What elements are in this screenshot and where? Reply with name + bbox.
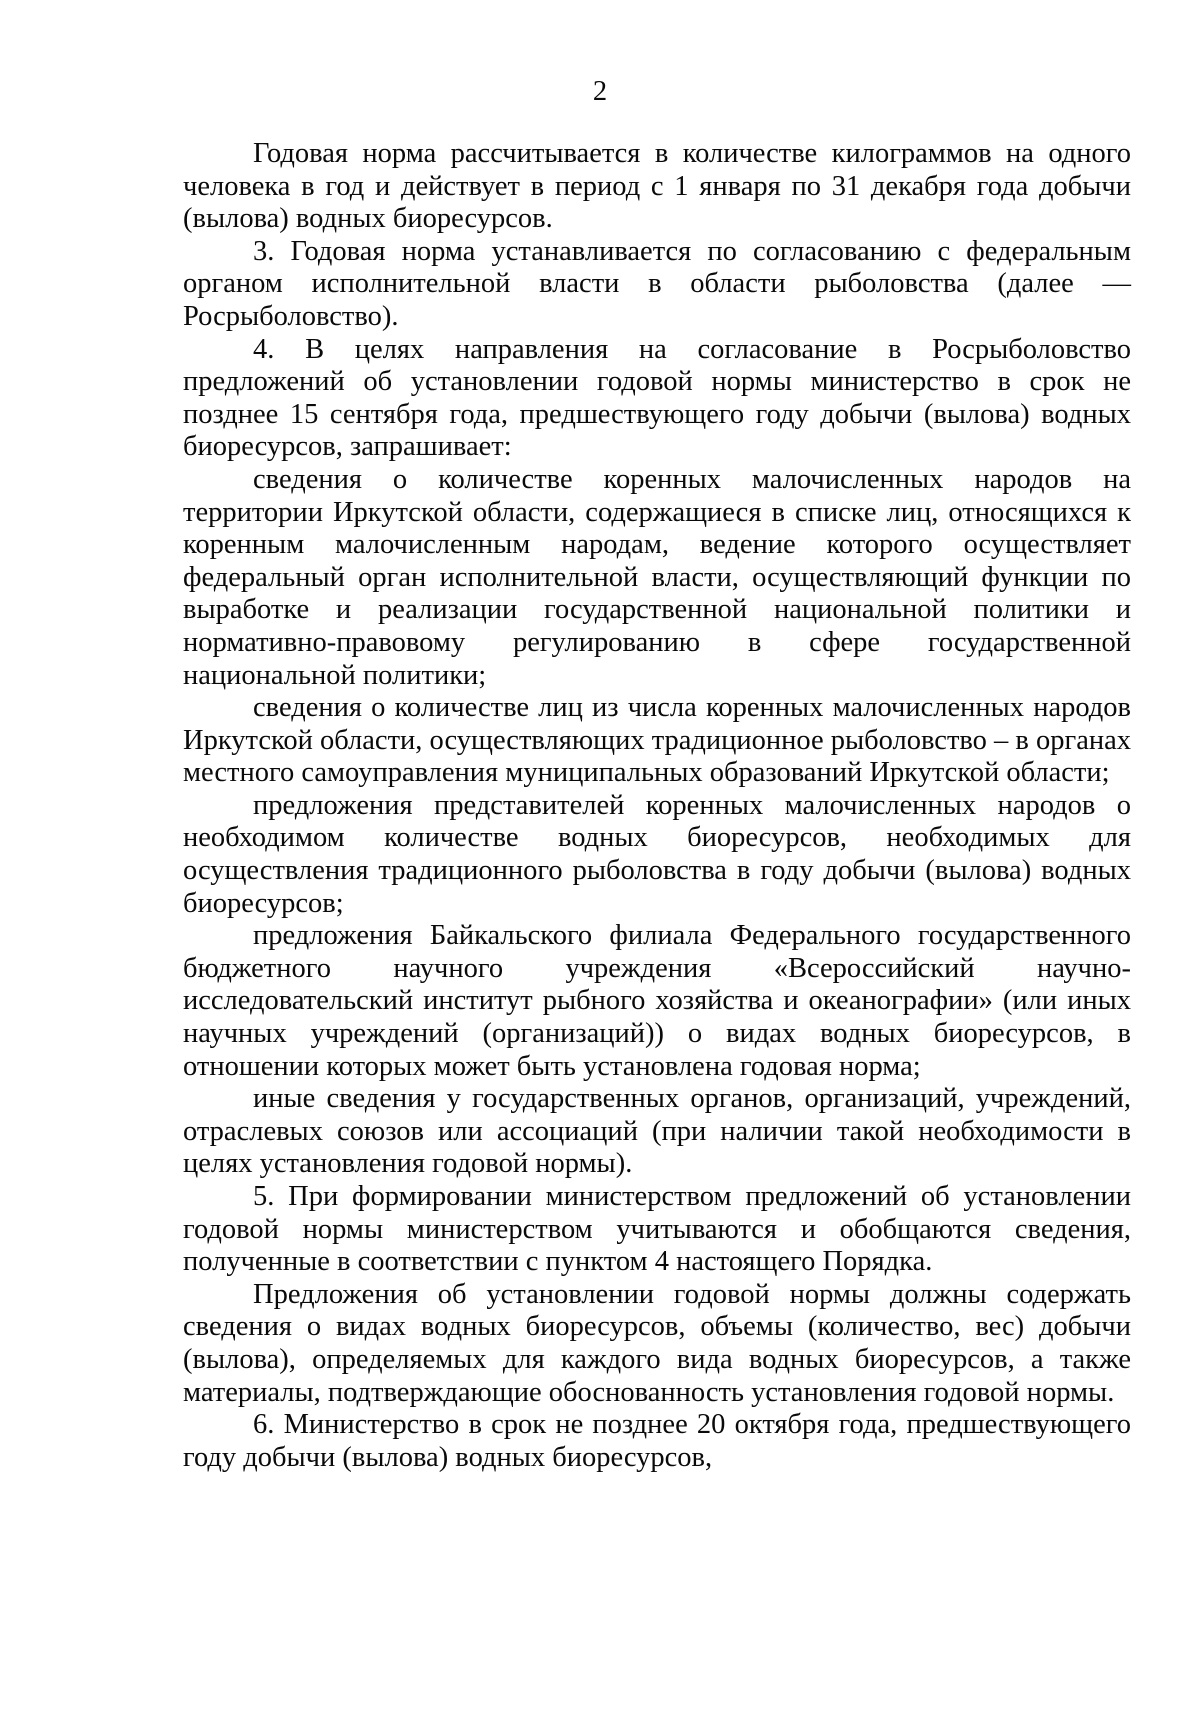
paragraph-item-4: 4. В целях направления на согласование в Росрыболовство предложений об установлении годовой нормы министерство в срок не позднее 15 сентября года, предшествующего году добычи (вылова) водных биоресурсов, запрашивает: [183,333,1131,463]
paragraph-item-5: 5. При формировании министерством предложений об установлении годовой нормы министерством учитываются и обобщаются сведения, полученные в соответствии с пунктом 4 настоящего Порядка. [183,1181,1131,1278]
page-number: 2 [592,76,608,107]
paragraph-item-4-info-indigenous-count: сведения о количестве коренных малочисленных народов на территории Иркутской области, содержащиеся в списке лиц, относящихся к коренным малочисленным народам, ведение которого осуществляет федеральный орган исполнительной власти, осуществляющий функции по выработке и реализации государственной национальной политики и нормативно-правовому регулированию в сфере государственной национальной политики; [183,463,1131,691]
paragraph-annual-norm-calculation: Годовая норма рассчитывается в количестве килограммов на одного человека в год и действует в период с 1 января по 31 декабря года добычи (вылова) водных биоресурсов. [183,138,1131,235]
paragraph-item-4-representative-proposals: предложения представителей коренных малочисленных народов о необходимом количестве водных биоресурсов, необходимых для осуществления традиционного рыболовства в году добычи (вылова) водных биоресурсов; [183,789,1131,919]
paragraph-item-4-research-institute-proposals: предложения Байкальского филиала Федерального государственного бюджетного научного учреждения «Всероссийский научно-исследовательский институт рыбного хозяйства и океанографии» (или иных научных учреждений (организаций)) о видах водных биоресурсов, в отношении которых может быть установлена годовая норма; [183,920,1131,1082]
document-body [183,138,1131,1474]
paragraph-item-4-other-info: иные сведения у государственных органов, организаций, учреждений, отраслевых союзов или ассоциаций (при наличии такой необходимости в целях установления годовой нормы). [183,1083,1131,1180]
paragraph-item-6: 6. Министерство в срок не позднее 20 октября года, предшествующего году добычи (вылова) водных биоресурсов, [183,1409,1131,1473]
paragraph-item-5-proposal-content: Предложения об установлении годовой нормы должны содержать сведения о видах водных биоресурсов, объемы (количество, вес) добычи (вылова), определяемых для каждого вида водных биоресурсов, а также материалы, подтверждающие обоснованность установления годовой нормы. [183,1278,1131,1408]
paragraph-item-3: 3. Годовая норма устанавливается по согласованию с федеральным органом исполнительной власти в области рыболовства (далее — Росрыболовство). [183,235,1131,332]
paragraph-item-4-info-fishers-count: сведения о количестве лиц из числа коренных малочисленных народов Иркутской области, осуществляющих традиционное рыболовство – в органах местного самоуправления муниципальных образований Иркутской области; [183,692,1132,789]
